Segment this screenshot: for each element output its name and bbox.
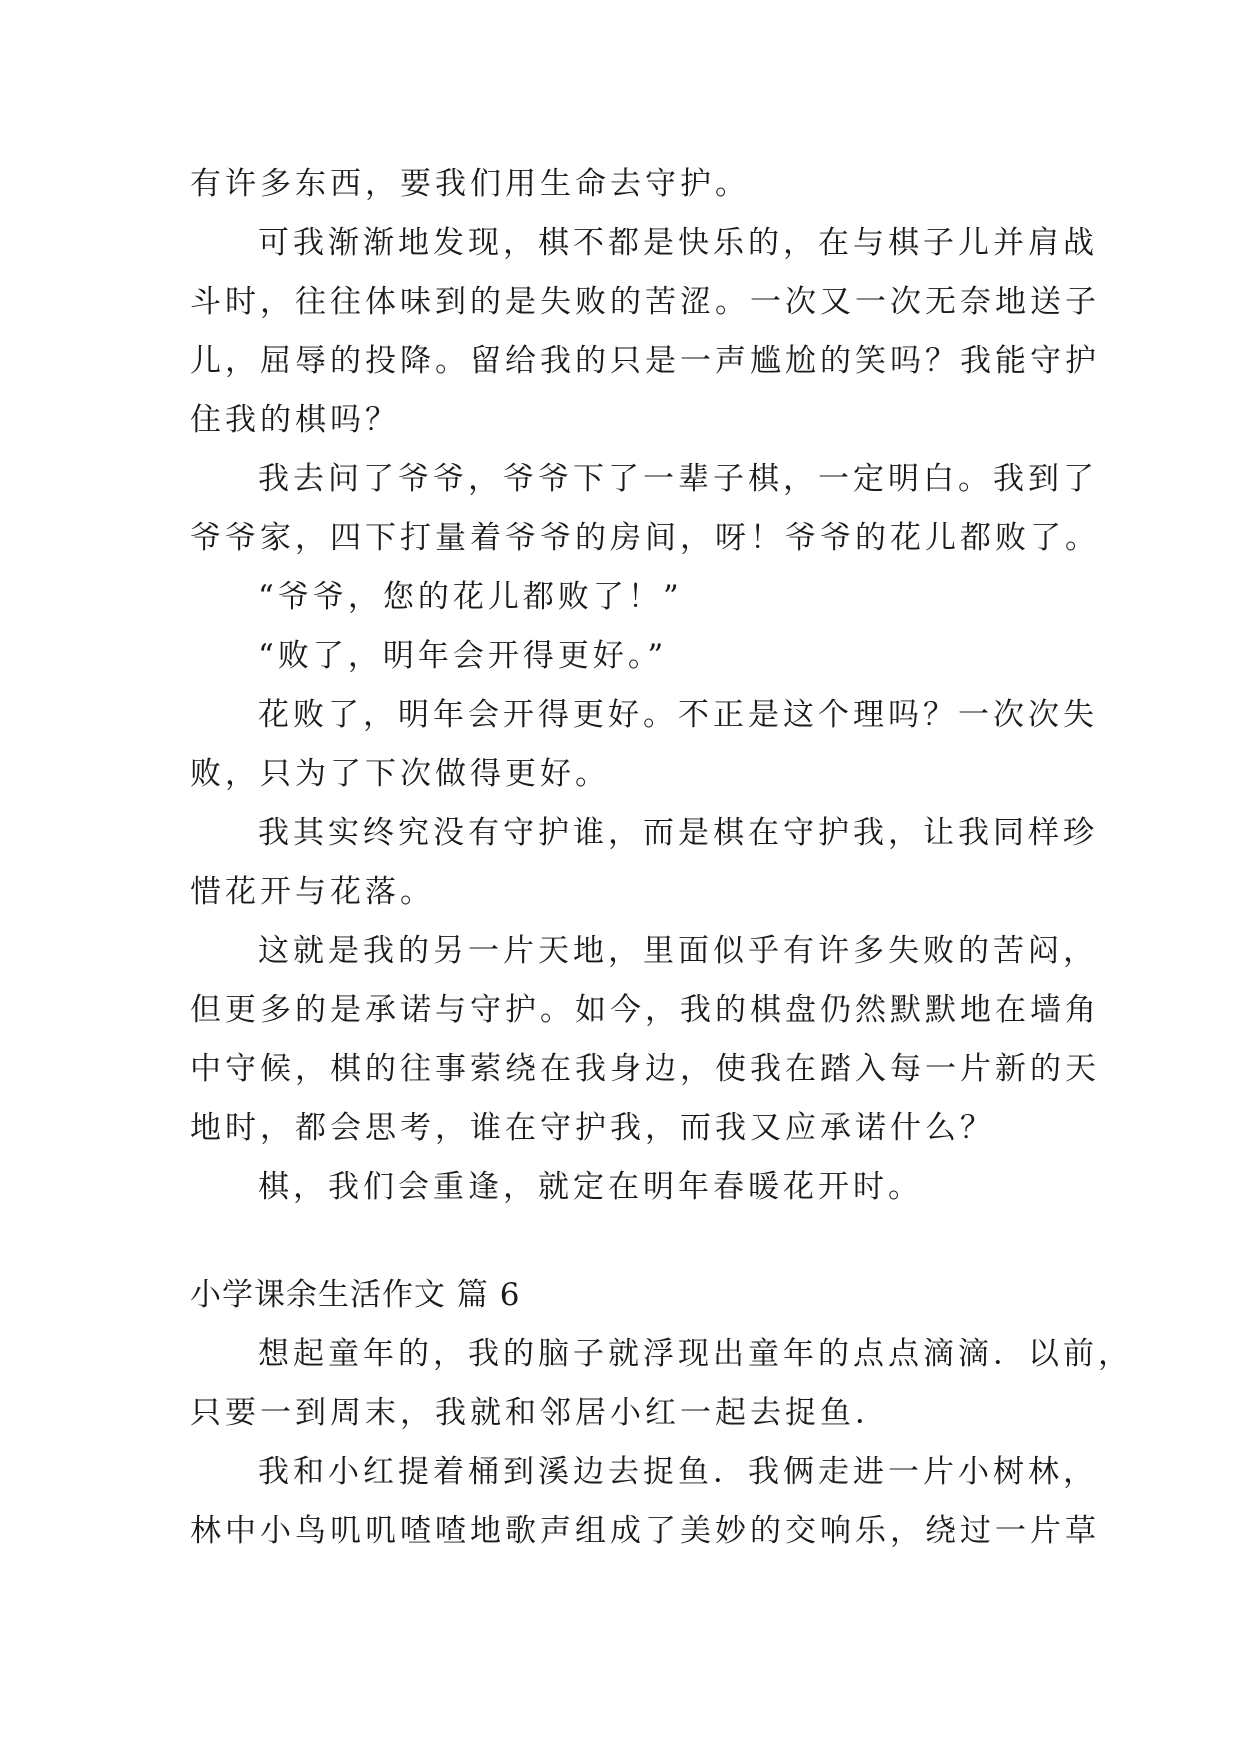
text-line: 爷爷家，四下打量着爷爷的房间，呀！爷爷的花儿都败了。	[190, 520, 1100, 556]
paragraph-first-line: 我其实终究没有守护谁，而是棋在守护我，让我同样珍	[258, 815, 1098, 851]
text-line: 林中小鸟叽叽喳喳地歌声组成了美妙的交响乐，绕过一片草	[190, 1513, 1100, 1549]
paragraph-first-line: 棋，我们会重逢，就定在明年春暖花开时。	[258, 1169, 923, 1205]
text-line: 地时，都会思考，谁在守护我，而我又应承诺什么？	[190, 1110, 995, 1146]
text-line: 只要一到周末，我就和邻居小红一起去捉鱼．	[190, 1395, 890, 1431]
paragraph-first-line: 这就是我的另一片天地，里面似乎有许多失败的苦闷，	[258, 933, 1098, 969]
text-line: 儿，屈辱的投降。留给我的只是一声尴尬的笑吗？我能守护	[190, 343, 1100, 379]
dialogue-line: “败了，明年会开得更好。”	[258, 638, 668, 674]
dialogue-line: “爷爷，您的花儿都败了！”	[258, 579, 683, 615]
text-line: 斗时，往往体味到的是失败的苦涩。一次又一次无奈地送子	[190, 284, 1100, 320]
text-line: 惜花开与花落。	[190, 874, 435, 910]
section-heading: 小学课余生活作文 篇 6	[190, 1277, 521, 1313]
paragraph-first-line: 花败了，明年会开得更好。不正是这个理吗？一次次失	[258, 697, 1098, 733]
text-line: 有许多东西，要我们用生命去守护。	[190, 166, 750, 202]
paragraph-first-line: 想起童年的，我的脑子就浮现出童年的点点滴滴．以前，	[258, 1336, 1133, 1372]
text-line: 中守候，棋的往事萦绕在我身边，使我在踏入每一片新的天	[190, 1051, 1100, 1087]
paragraph-first-line: 我和小红提着桶到溪边去捉鱼．我俩走进一片小树林，	[258, 1454, 1098, 1490]
paragraph-first-line: 我去问了爷爷，爷爷下了一辈子棋，一定明白。我到了	[258, 461, 1098, 497]
text-line: 住我的棋吗？	[190, 402, 400, 438]
paragraph-first-line: 可我渐渐地发现，棋不都是快乐的，在与棋子儿并肩战	[258, 225, 1098, 261]
text-line: 但更多的是承诺与守护。如今，我的棋盘仍然默默地在墙角	[190, 992, 1100, 1028]
text-line: 败，只为了下次做得更好。	[190, 756, 610, 792]
